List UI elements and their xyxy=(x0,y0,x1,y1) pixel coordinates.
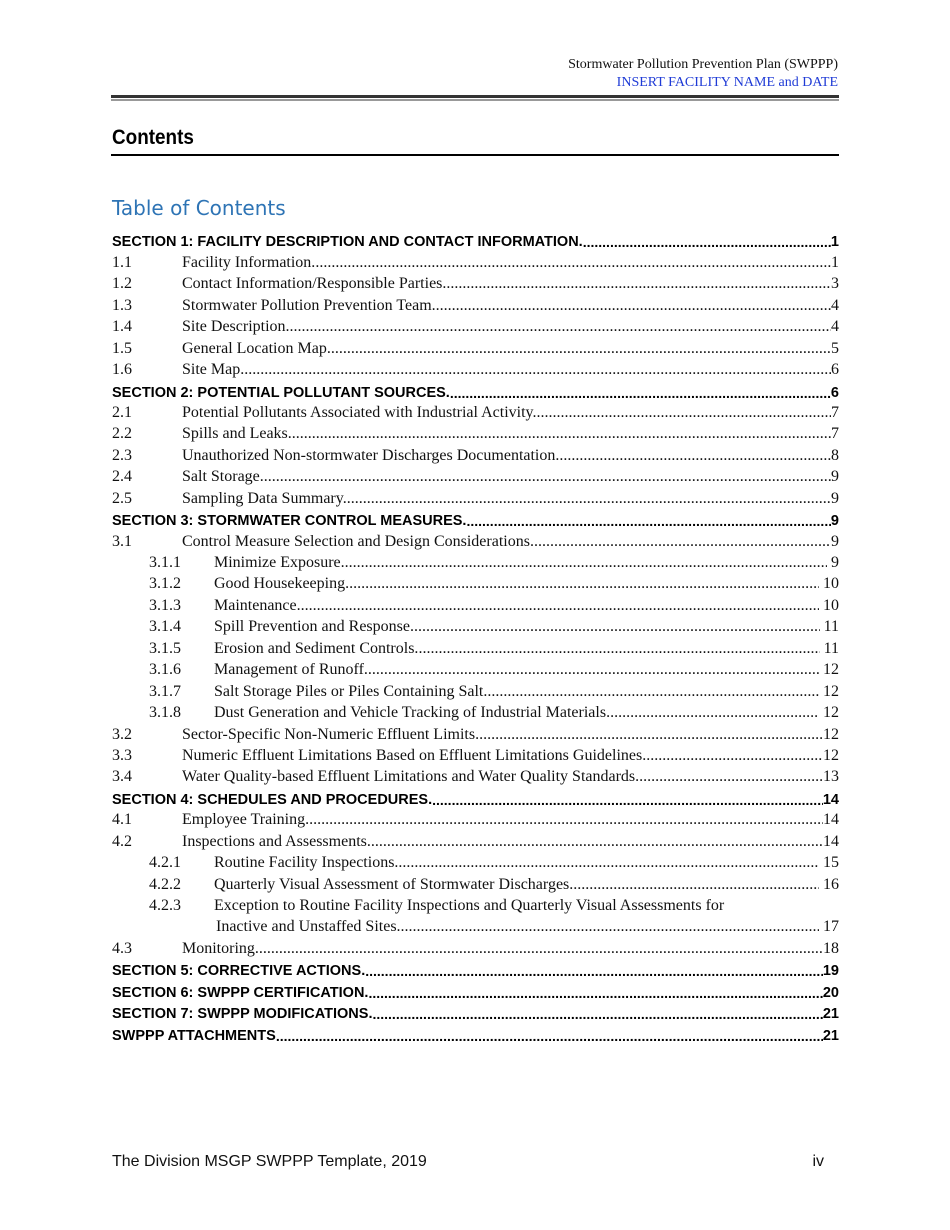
toc-entry[interactable] xyxy=(112,765,839,786)
toc-entry-number: 4.2.3 xyxy=(149,897,181,914)
toc-entry-title: Maintenance. xyxy=(214,596,301,614)
toc-section-entry[interactable] xyxy=(112,508,839,529)
toc-entry-title: Salt Storage Piles or Piles Containing Salt. xyxy=(214,682,488,700)
toc-dot-leader xyxy=(290,318,831,336)
toc-entry-title: Dust Generation and Vehicle Tracking of Industrial Materials. xyxy=(214,704,611,722)
toc-dot-leader xyxy=(450,385,831,401)
toc-entry-title: Exception to Routine Facility Inspections and Quarterly Visual Assessments for xyxy=(214,897,725,914)
toc-entry-title: Spills and Leaks. xyxy=(182,425,292,443)
toc-entry-number: 1.2 xyxy=(112,275,132,293)
toc-entry[interactable] xyxy=(112,851,839,872)
toc-entry[interactable] xyxy=(112,701,839,722)
toc-entry-number: 3.1.8 xyxy=(149,704,181,722)
toc-entry-title: Potential Pollutants Associated with Industrial Activity. xyxy=(182,403,537,421)
toc-entry-title: SECTION 4: SCHEDULES AND PROCEDURES. xyxy=(112,791,433,808)
toc-entry-number: 1.4 xyxy=(112,318,132,336)
toc-entry[interactable] xyxy=(112,465,839,486)
toc-entry-title: Water Quality-based Effluent Limitations and Water Quality Standards. xyxy=(182,768,640,786)
toc-entry-title: Sampling Data Summary. xyxy=(182,489,347,507)
toc-entry-title: SWPPP ATTACHMENTS xyxy=(112,1027,276,1044)
toc-entry[interactable] xyxy=(112,572,839,593)
toc-entry[interactable] xyxy=(112,272,839,293)
toc-section-entry[interactable] xyxy=(112,979,839,1000)
toc-entry-page: 19 xyxy=(822,963,839,980)
toc-dot-leader xyxy=(372,1006,822,1022)
running-header xyxy=(568,56,838,92)
toc-entry-page: 10 xyxy=(823,596,839,614)
toc-dot-leader xyxy=(315,254,831,272)
toc-entry-page: 13 xyxy=(823,768,839,786)
toc-entry-page: 8 xyxy=(831,446,839,464)
toc-entry[interactable] xyxy=(112,872,839,893)
toc-entry-page: 12 xyxy=(823,704,839,722)
toc-entry-title: Contact Information/Responsible Parties. xyxy=(182,275,447,293)
toc-dot-leader xyxy=(371,833,823,851)
toc-entry[interactable] xyxy=(112,894,839,915)
toc-entry-title: Site Map. xyxy=(182,361,245,379)
toc-entry[interactable] xyxy=(112,808,839,829)
toc-entry[interactable] xyxy=(112,722,839,743)
toc-entry-title: Management of Runoff. xyxy=(214,661,368,679)
toc-entry[interactable] xyxy=(112,422,839,443)
toc-entry-page: 9 xyxy=(831,489,839,507)
toc-entry-page: 14 xyxy=(823,811,839,829)
toc-entry-title: Inactive and Unstaffed Sites. xyxy=(216,918,401,936)
toc-dot-leader xyxy=(398,854,819,872)
table-of-contents xyxy=(112,229,839,1044)
toc-entry-number: 1.1 xyxy=(112,253,132,271)
toc-entry-number: 4.2 xyxy=(112,832,132,850)
toc-entry-page: 21 xyxy=(822,1027,839,1044)
toc-entry[interactable] xyxy=(112,443,839,464)
toc-entry-title: SECTION 2: POTENTIAL POLLUTANT SOURCES. xyxy=(112,384,450,401)
toc-dot-leader xyxy=(301,597,819,615)
toc-section-entry[interactable] xyxy=(112,229,839,250)
toc-entry-title: Inspections and Assessments. xyxy=(182,832,371,850)
toc-entry-page: 9 xyxy=(831,532,839,550)
toc-section-entry[interactable] xyxy=(112,1001,839,1022)
toc-entry-page: 12 xyxy=(823,725,839,743)
toc-entry-title: SECTION 6: SWPPP CERTIFICATION. xyxy=(112,984,369,1001)
toc-dot-leader xyxy=(347,490,831,508)
toc-entry-number: 2.3 xyxy=(112,446,132,464)
toc-dot-leader xyxy=(534,533,831,551)
toc-entry-number: 3.1 xyxy=(112,532,132,550)
toc-dot-leader xyxy=(479,726,823,744)
toc-entry-number: 4.1 xyxy=(112,811,132,829)
toc-dot-leader xyxy=(436,297,831,315)
toc-entry-page: 10 xyxy=(823,575,839,593)
toc-dot-leader xyxy=(418,640,819,658)
toc-entry-title: SECTION 3: STORMWATER CONTROL MEASURES. xyxy=(112,513,467,530)
toc-dot-leader xyxy=(466,513,830,529)
toc-section-entry[interactable] xyxy=(112,379,839,400)
toc-entry-title: Numeric Effluent Limitations Based on Effluent Limitations Guidelines. xyxy=(182,746,647,764)
toc-dot-leader xyxy=(401,918,819,936)
toc-entry-number: 3.2 xyxy=(112,725,132,743)
toc-entry[interactable] xyxy=(112,551,839,572)
toc-dot-leader xyxy=(259,940,823,958)
toc-entry-page: 7 xyxy=(831,403,839,421)
toc-entry-number: 2.4 xyxy=(112,468,132,486)
footer-page-number: iv xyxy=(812,1153,824,1170)
toc-entry-title: Minimize Exposure. xyxy=(214,554,345,571)
toc-entry[interactable] xyxy=(112,615,839,636)
page-title: Contents xyxy=(112,126,194,149)
toc-entry-page: 1 xyxy=(830,234,839,251)
toc-entry[interactable] xyxy=(112,358,839,379)
header-rule-shadow xyxy=(111,99,839,101)
toc-entry-page: 9 xyxy=(831,468,839,486)
toc-dot-leader xyxy=(345,554,827,572)
toc-entry[interactable] xyxy=(112,658,839,679)
toc-entry[interactable] xyxy=(112,636,839,657)
toc-entry[interactable] xyxy=(112,250,839,271)
toc-entry-title: Sector-Specific Non-Numeric Effluent Limits. xyxy=(182,725,480,743)
toc-entry[interactable] xyxy=(112,293,839,314)
toc-entry-page: 20 xyxy=(822,984,839,1001)
toc-entry-title: SECTION 1: FACILITY DESCRIPTION AND CONTACT INFORMATION. xyxy=(112,234,583,251)
toc-heading: Table of Contents xyxy=(112,196,286,220)
title-rule xyxy=(111,154,839,156)
toc-entry-number: 1.3 xyxy=(112,296,132,314)
toc-entry-page: 4 xyxy=(831,318,839,336)
toc-entry-title: Control Measure Selection and Design Considerations. xyxy=(182,532,534,550)
toc-entry-number: 3.1.2 xyxy=(149,575,181,593)
toc-entry-title: Erosion and Sediment Controls. xyxy=(214,639,419,657)
toc-entry-page: 6 xyxy=(831,361,839,379)
toc-dot-leader xyxy=(264,468,831,486)
toc-dot-leader xyxy=(292,425,831,443)
toc-dot-leader xyxy=(349,575,819,593)
toc-entry[interactable] xyxy=(112,679,839,700)
toc-entry-page: 14 xyxy=(822,791,839,808)
toc-entry[interactable] xyxy=(112,401,839,422)
toc-entry-page: 4 xyxy=(831,296,839,314)
toc-entry-number: 2.2 xyxy=(112,425,132,443)
toc-entry-title: Good Housekeeping. xyxy=(214,575,350,593)
toc-entry-number: 2.1 xyxy=(112,403,132,421)
toc-entry-number: 2.5 xyxy=(112,489,132,507)
toc-entry-page: 3 xyxy=(831,275,839,293)
toc-entry[interactable] xyxy=(112,829,839,850)
toc-dot-leader xyxy=(487,683,819,701)
toc-entry-number: 1.5 xyxy=(112,339,132,357)
toc-entry-number: 3.1.1 xyxy=(149,554,181,571)
toc-entry-number: 3.1.7 xyxy=(149,682,181,700)
toc-entry-title: Monitoring. xyxy=(182,939,259,957)
toc-entry-title: SECTION 5: CORRECTIVE ACTIONS. xyxy=(112,963,366,980)
toc-entry[interactable] xyxy=(112,529,839,550)
toc-dot-leader xyxy=(610,704,819,722)
toc-dot-leader xyxy=(432,792,823,808)
toc-entry-number: 4.2.1 xyxy=(149,854,181,872)
toc-entry[interactable] xyxy=(112,915,839,936)
toc-entry-number: 4.2.2 xyxy=(149,875,181,893)
toc-entry-title: Unauthorized Non-stormwater Discharges Documentation. xyxy=(182,446,560,464)
toc-entry-page: 9 xyxy=(830,513,839,530)
toc-dot-leader xyxy=(414,618,820,636)
header-plan-title: Stormwater Pollution Prevention Plan (SWPPP) xyxy=(568,57,838,72)
toc-entry-title: Spill Prevention and Response. xyxy=(214,618,414,636)
toc-entry-page: 9 xyxy=(831,554,839,571)
toc-entry-page: 1 xyxy=(831,253,839,271)
toc-entry-title: General Location Map. xyxy=(182,339,331,357)
toc-entry-page: 11 xyxy=(823,618,839,636)
toc-entry-title: Site Description. xyxy=(182,318,290,336)
toc-entry-title: SECTION 7: SWPPP MODIFICATIONS. xyxy=(112,1006,373,1023)
toc-entry[interactable] xyxy=(112,315,839,336)
toc-section-entry[interactable] xyxy=(112,1022,839,1043)
toc-entry-title: Employee Training. xyxy=(182,811,310,829)
header-facility-placeholder: INSERT FACILITY NAME and DATE xyxy=(616,75,838,90)
toc-entry-title: Salt Storage. xyxy=(182,468,264,486)
toc-dot-leader xyxy=(646,747,823,765)
toc-entry-number: 3.1.6 xyxy=(149,661,181,679)
toc-entry-number: 3.1.5 xyxy=(149,639,181,657)
toc-dot-leader xyxy=(276,1028,823,1044)
toc-dot-leader xyxy=(309,811,823,829)
toc-dot-leader xyxy=(639,768,823,786)
toc-dot-leader xyxy=(368,661,819,679)
toc-entry-page: 15 xyxy=(823,854,839,872)
toc-entry-page: 11 xyxy=(823,639,839,657)
toc-entry-number: 3.3 xyxy=(112,746,132,764)
toc-entry-page: 7 xyxy=(831,425,839,443)
toc-entry-title: Routine Facility Inspections. xyxy=(214,854,399,872)
toc-entry-page: 18 xyxy=(823,939,839,957)
toc-dot-leader xyxy=(368,985,822,1001)
toc-entry-page: 21 xyxy=(822,1006,839,1023)
toc-entry-number: 3.4 xyxy=(112,768,132,786)
toc-entry-page: 12 xyxy=(823,746,839,764)
toc-entry[interactable] xyxy=(112,486,839,507)
toc-dot-leader xyxy=(559,447,831,465)
toc-entry-page: 17 xyxy=(823,918,839,936)
toc-dot-leader xyxy=(583,234,831,250)
footer-template-name: The Division MSGP SWPPP Template, 2019 xyxy=(112,1153,427,1170)
toc-entry-number: 1.6 xyxy=(112,361,132,379)
toc-entry-title: Stormwater Pollution Prevention Team. xyxy=(182,296,436,314)
toc-dot-leader xyxy=(365,963,823,979)
toc-section-entry[interactable] xyxy=(112,958,839,979)
toc-entry-page: 16 xyxy=(823,875,839,893)
toc-entry-number: 4.3 xyxy=(112,939,132,957)
toc-dot-leader xyxy=(244,361,831,379)
toc-entry-title: Quarterly Visual Assessment of Stormwater Discharges. xyxy=(214,875,574,893)
toc-entry-page: 12 xyxy=(823,661,839,679)
header-rule xyxy=(111,95,839,98)
toc-dot-leader xyxy=(537,404,832,422)
toc-entry[interactable] xyxy=(112,936,839,957)
toc-entry-page: 5 xyxy=(831,339,839,357)
toc-entry[interactable] xyxy=(112,336,839,357)
toc-dot-leader xyxy=(573,876,819,894)
toc-entry-page: 12 xyxy=(823,682,839,700)
toc-entry[interactable] xyxy=(112,744,839,765)
toc-entry-page: 14 xyxy=(823,832,839,850)
toc-dot-leader xyxy=(446,275,831,293)
toc-entry-page: 6 xyxy=(830,384,839,401)
toc-entry-number: 3.1.3 xyxy=(149,596,181,614)
toc-entry-number: 3.1.4 xyxy=(149,618,181,636)
toc-entry[interactable] xyxy=(112,593,839,614)
toc-entry-title: Facility Information. xyxy=(182,253,316,271)
toc-section-entry[interactable] xyxy=(112,786,839,807)
toc-dot-leader xyxy=(331,340,831,358)
